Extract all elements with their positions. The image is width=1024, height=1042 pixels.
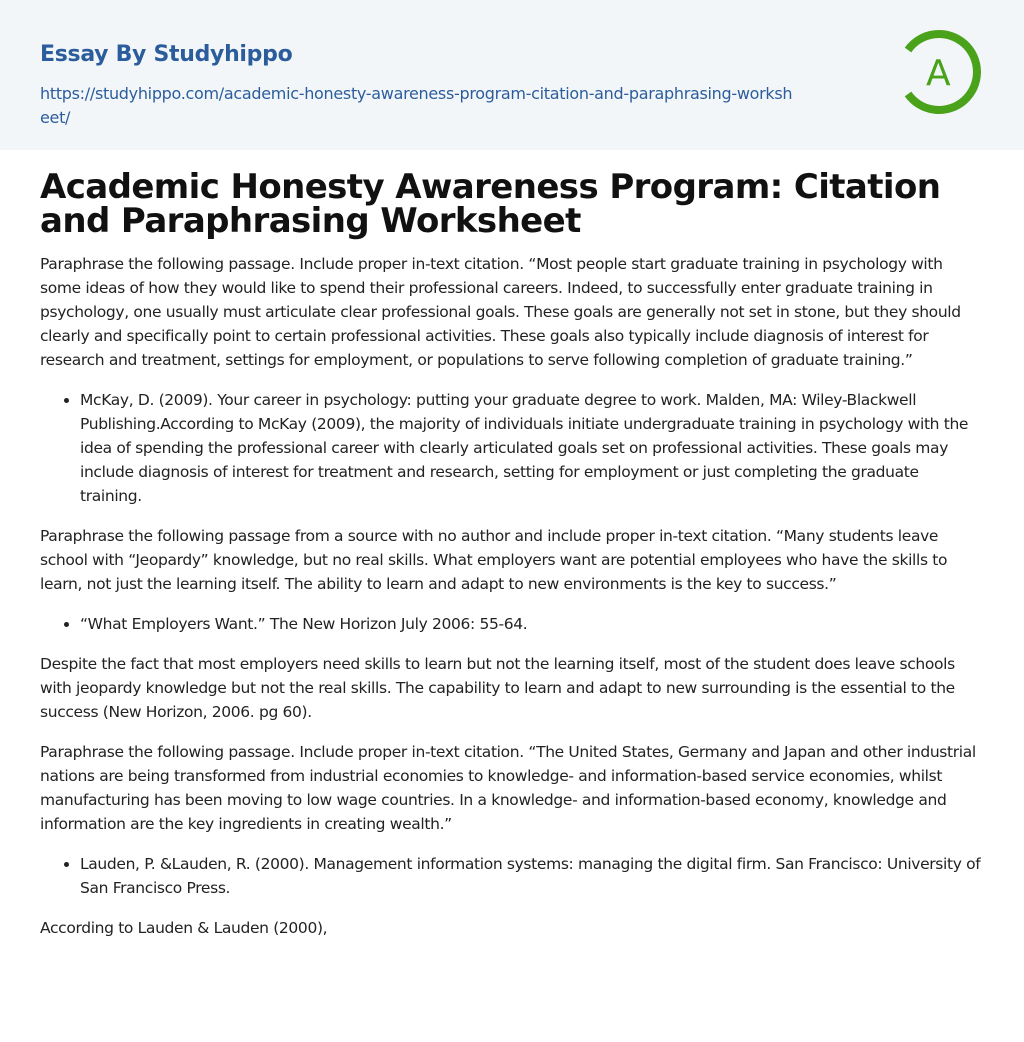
citation-item: • McKay, D. (2009). Your career in psychology: putting your graduate degree to work. Malden, MA: Wiley-Blackwell Publishing.According to McKay (2009), the majority of individuals initiate undergraduate training in psychology with the idea of spending the professional career with clearly articulated goals set on professional activities. These goals may include diagnosis of interest for treatment and research, setting for employment or just completing the graduate training. (80, 388, 984, 508)
paragraph-answer-2: Despite the fact that most employers need skills to learn but not the learning itself, most of the student does leave schools with jeopardy knowledge but not the real skills. The capability to learn and adapt to new surrounding is the essential to the success (New Horizon, 2006. pg 60). (40, 655, 955, 721)
article-content (0, 167, 1024, 940)
brand-title: Essay By Studyhippo (40, 42, 293, 67)
citation-item: • Lauden, P. &Lauden, R. (2000). Management information systems: managing the digital firm. San Francisco: University of San Francisco Press. (80, 852, 984, 900)
paragraph-answer-3: According to Lauden & Lauden (2000), (40, 919, 328, 937)
svg-text:A: A (926, 53, 951, 94)
citation-list-2 (40, 612, 984, 636)
citation-list-3 (40, 852, 984, 900)
citation-item: • “What Employers Want.” The New Horizon July 2006: 55-64. (80, 612, 984, 636)
citation-list-1 (40, 388, 984, 508)
page-title: Academic Honesty Awareness Program: Citation and Paraphrasing Worksheet (40, 167, 941, 241)
paragraph-prompt-2: Paraphrase the following passage from a source with no author and include proper in-text citation. “Many students leave school with “Jeopardy” knowledge, but no real skills. What employers want are potential employees who have the skills to learn, not just the learning itself. The ability to learn and adapt to new environments is the key to success.” (40, 527, 948, 593)
site-header (0, 0, 1024, 150)
studyhippo-logo-icon[interactable] (898, 28, 986, 116)
paragraph-prompt-1: Paraphrase the following passage. Include proper in-text citation. “Most people start graduate training in psychology with some ideas of how they would like to spend their professional careers. Indeed, to successfully enter graduate training in psychology, one usually must articulate clear professional goals. These goals are generally not set in stone, but they should clearly and specifically point to certain professional activities. These goals also typically include diagnosis of interest for research and treatment, settings for employment, or populations to serve following completion of graduate training.” (40, 255, 961, 369)
paragraph-prompt-3: Paraphrase the following passage. Include proper in-text citation. “The United States, Germany and Japan and other industrial nations are being transformed from industrial economies to knowledge- and information-based service economies, whilst manufacturing has been moving to low wage countries. In a knowledge- and information-based economy, knowledge and information are the key ingredients in creating wealth.” (40, 743, 976, 833)
essay-url-link[interactable]: https://studyhippo.com/academic-honesty-awareness-program-citation-and-paraphrasing-worksheet/ (40, 84, 793, 127)
